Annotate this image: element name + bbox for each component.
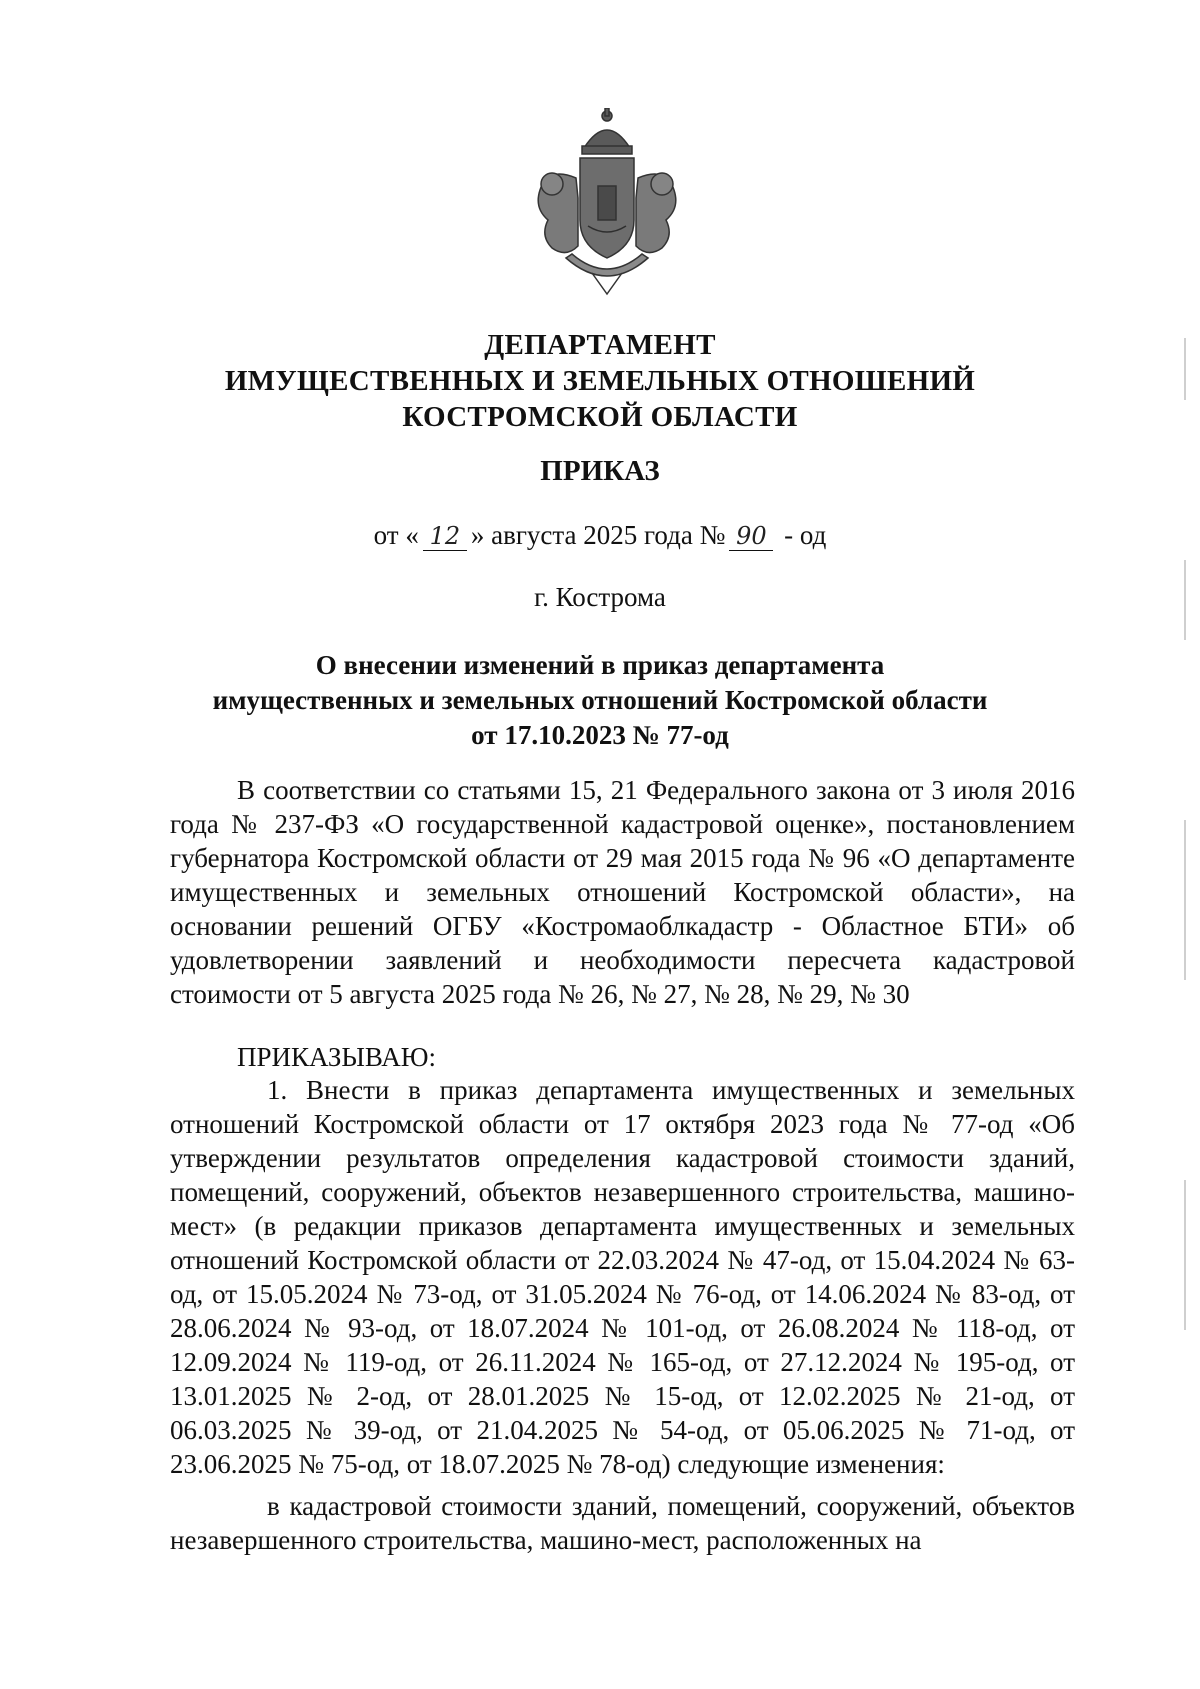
order-subject	[0, 648, 1200, 753]
header-line-2: ИМУЩЕСТВЕННЫХ И ЗЕМЕЛЬНЫХ ОТНОШЕНИЙ	[224, 365, 976, 397]
scan-edge-mark	[1184, 820, 1186, 980]
city-line: г. Кострома	[534, 582, 666, 612]
date-prefix: от «	[373, 520, 419, 550]
subject-line-3: от 17.10.2023 № 77-од	[471, 720, 729, 750]
preamble-paragraph: В соответствии со статьями 15, 21 Федерального закона от 3 июля 2016 года № 237-ФЗ «О государственной кадастровой оценке», постановлением губернатора Костромской области от 29 мая 2015 года № 96 «О департаменте имущественных и земельных отношений Костромской области», на основании решений ОГБУ «Костромаоблкадастр - Областное БТИ» об удовлетворении заявлений и необходимости пересчета кадастровой стоимости от 5 августа 2025 года № 26, № 27, № 28, № 29, № 30	[170, 775, 1075, 1009]
date-mid: » августа 2025 года №	[470, 520, 726, 550]
scan-edge-mark	[1184, 1180, 1186, 1330]
subject-line-2: имущественных и земельных отношений Костромской области	[212, 685, 988, 715]
clause-1-paragraph: 1. Внести в приказ департамента имущественных и земельных отношений Костромской области от 17 октября 2023 года № 77-од «Об утверждении результатов определения кадастровой стоимости зданий, помещений, сооружений, объектов незавершенного строительства, машино-мест» (в редакции приказов департамента имущественных и земельных отношений Костромской области от 22.03.2024 № 47-од, от 15.04.2024 № 63-од, от 15.05.2024 № 73-од, от 31.05.2024 № 76-од, от 14.06.2024 № 83-од, от 28.06.2024 № 93-од, от 18.07.2024 № 101-од, от 26.08.2024 № 118-од, от 12.09.2024 № 119-од, от 26.11.2024 № 165-од, от 27.12.2024 № 195-од, от 13.01.2025 № 2-од, от 28.01.2025 № 15-од, от 12.02.2025 № 21-од, от 06.03.2025 № 39-од, от 21.04.2025 № 54-од, от 05.06.2025 № 71-од, от 23.06.2025 № 75-од, от 18.07.2025 № 78-од) следующие изменения:	[170, 1075, 1075, 1479]
handwritten-number: 90	[729, 522, 773, 551]
header-line-3: КОСТРОМСКОЙ ОБЛАСТИ	[402, 401, 798, 433]
order-date-line	[0, 520, 1200, 551]
header-line-1: ДЕПАРТАМЕНТ	[484, 329, 716, 361]
department-header	[0, 327, 1200, 435]
handwritten-day: 12	[423, 522, 467, 551]
subject-line-1: О внесении изменений в приказ департамента	[315, 650, 885, 680]
coat-of-arms-icon	[526, 108, 688, 298]
order-word: ПРИКАЗЫВАЮ:	[237, 1042, 436, 1072]
order-title: ПРИКАЗ	[540, 455, 660, 487]
date-suffix: - од	[777, 520, 827, 550]
changes-paragraph: в кадастровой стоимости зданий, помещений, сооружений, объектов незавершенного строительства, машино-мест, расположенных на	[170, 1491, 1075, 1555]
